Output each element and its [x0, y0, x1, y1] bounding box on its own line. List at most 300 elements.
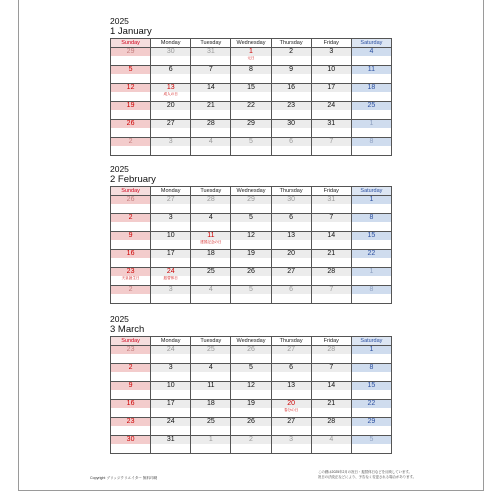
day-cell [271, 286, 311, 304]
day-number: 26 [231, 418, 270, 426]
day-number: 4 [191, 364, 230, 372]
day-number: 12 [231, 382, 270, 390]
day-cell [311, 418, 351, 436]
day-number: 22 [231, 102, 270, 110]
day-cell [191, 120, 231, 138]
week-row [111, 418, 392, 436]
day-number: 24 [312, 102, 351, 110]
weekday-saturday: Saturday [351, 39, 391, 48]
day-number: 20 [272, 400, 311, 408]
day-number: 1 [352, 120, 391, 128]
day-number: 23 [111, 346, 150, 354]
day-number: 13 [151, 84, 190, 92]
week-row [111, 84, 392, 102]
weekday-saturday: Saturday [351, 187, 391, 196]
day-cell [191, 418, 231, 436]
week-row [111, 268, 392, 286]
day-cell [311, 232, 351, 250]
weekday-thursday: Thursday [271, 39, 311, 48]
day-number: 3 [151, 138, 190, 146]
month-title: 2 February [110, 174, 156, 185]
day-cell [191, 48, 231, 66]
day-cell [271, 214, 311, 232]
day-cell [151, 48, 191, 66]
day-number: 15 [352, 382, 391, 390]
weekday-tuesday: Tuesday [191, 337, 231, 346]
day-number: 18 [191, 250, 230, 258]
footer-note-line: この暦は2025年2月の祝日・振替休日などを反映しています。 [318, 470, 412, 474]
day-cell [351, 102, 391, 120]
day-cell [151, 268, 191, 286]
day-cell [151, 436, 191, 454]
day-cell [271, 400, 311, 418]
weekday-sunday: Sunday [111, 187, 151, 196]
day-cell [311, 382, 351, 400]
month-title: 3 March [110, 324, 145, 335]
day-number: 10 [151, 382, 190, 390]
day-cell [351, 214, 391, 232]
day-number: 4 [191, 214, 230, 222]
day-number: 30 [151, 48, 190, 56]
day-cell [351, 48, 391, 66]
week-row [111, 346, 392, 364]
calendar-month-january [110, 17, 392, 156]
day-cell [271, 232, 311, 250]
day-number: 29 [231, 196, 270, 204]
day-number: 22 [352, 400, 391, 408]
day-number: 6 [151, 66, 190, 74]
day-cell [311, 346, 351, 364]
day-number: 27 [272, 346, 311, 354]
day-cell [271, 102, 311, 120]
day-number: 3 [272, 436, 311, 444]
day-number: 14 [312, 232, 351, 240]
day-number: 30 [272, 120, 311, 128]
weekday-header-row [111, 39, 392, 48]
day-cell [111, 250, 151, 268]
day-number: 26 [231, 346, 270, 354]
day-number: 12 [111, 84, 150, 92]
day-cell [311, 436, 351, 454]
day-cell [191, 138, 231, 156]
day-cell [191, 102, 231, 120]
day-cell [151, 102, 191, 120]
weekday-tuesday: Tuesday [191, 187, 231, 196]
day-number: 16 [111, 400, 150, 408]
day-cell [311, 250, 351, 268]
day-number: 10 [312, 66, 351, 74]
day-cell [151, 214, 191, 232]
day-cell [351, 232, 391, 250]
day-cell [191, 286, 231, 304]
day-number: 24 [151, 268, 190, 276]
day-number: 1 [352, 346, 391, 354]
month-grid [110, 186, 392, 304]
day-cell [351, 436, 391, 454]
day-number: 21 [312, 250, 351, 258]
week-row [111, 48, 392, 66]
day-number: 1 [352, 268, 391, 276]
day-cell [231, 102, 271, 120]
day-cell [151, 232, 191, 250]
day-cell [111, 120, 151, 138]
day-cell [311, 400, 351, 418]
week-row [111, 232, 392, 250]
day-number: 27 [151, 196, 190, 204]
day-number: 3 [151, 286, 190, 294]
day-cell [351, 346, 391, 364]
day-cell [351, 364, 391, 382]
day-number: 25 [191, 346, 230, 354]
day-number: 15 [231, 84, 270, 92]
day-number: 24 [151, 418, 190, 426]
day-number: 9 [111, 382, 150, 390]
day-cell [151, 364, 191, 382]
day-cell [351, 382, 391, 400]
day-cell [351, 268, 391, 286]
holiday-name: 天皇誕生日 [121, 276, 140, 280]
week-row [111, 102, 392, 120]
day-cell [351, 120, 391, 138]
day-cell [231, 436, 271, 454]
day-number: 7 [312, 286, 351, 294]
day-cell [111, 286, 151, 304]
day-cell [231, 214, 271, 232]
day-number: 25 [191, 418, 230, 426]
day-cell [231, 364, 271, 382]
weekday-saturday: Saturday [351, 337, 391, 346]
day-cell [151, 286, 191, 304]
day-cell [311, 84, 351, 102]
day-number: 3 [312, 48, 351, 56]
day-number: 2 [272, 48, 311, 56]
week-row [111, 250, 392, 268]
day-number: 16 [111, 250, 150, 258]
day-number: 31 [151, 436, 190, 444]
week-row [111, 382, 392, 400]
day-number: 4 [191, 138, 230, 146]
day-number: 27 [272, 418, 311, 426]
day-cell [271, 418, 311, 436]
day-cell [111, 48, 151, 66]
day-number: 2 [111, 214, 150, 222]
month-year: 2025 [110, 314, 129, 324]
day-cell [191, 268, 231, 286]
day-cell [271, 250, 311, 268]
day-number: 3 [151, 214, 190, 222]
day-cell [151, 346, 191, 364]
day-number: 17 [312, 84, 351, 92]
day-number: 8 [352, 214, 391, 222]
day-number: 18 [191, 400, 230, 408]
day-number: 8 [352, 286, 391, 294]
day-cell [231, 268, 271, 286]
day-number: 1 [231, 48, 270, 56]
day-number: 6 [272, 364, 311, 372]
week-row [111, 400, 392, 418]
day-cell [311, 66, 351, 84]
day-cell [111, 214, 151, 232]
day-number: 28 [312, 346, 351, 354]
day-cell [191, 214, 231, 232]
day-cell [111, 232, 151, 250]
day-number: 17 [151, 400, 190, 408]
weekday-header-row [111, 187, 392, 196]
day-number: 29 [231, 120, 270, 128]
day-number: 23 [272, 102, 311, 110]
day-cell [111, 436, 151, 454]
day-number: 24 [151, 346, 190, 354]
day-number: 3 [151, 364, 190, 372]
day-cell [311, 102, 351, 120]
day-cell [231, 346, 271, 364]
day-number: 6 [272, 138, 311, 146]
day-cell [231, 66, 271, 84]
day-number: 26 [231, 268, 270, 276]
week-row [111, 138, 392, 156]
day-cell [351, 250, 391, 268]
day-number: 25 [352, 102, 391, 110]
weekday-friday: Friday [311, 187, 351, 196]
day-cell [271, 196, 311, 214]
weekday-monday: Monday [151, 187, 191, 196]
day-number: 2 [231, 436, 270, 444]
day-cell [271, 120, 311, 138]
day-number: 29 [111, 48, 150, 56]
day-number: 30 [111, 436, 150, 444]
day-cell [191, 400, 231, 418]
holiday-name: 建国記念の日 [200, 240, 222, 244]
day-number: 1 [191, 436, 230, 444]
day-cell [111, 346, 151, 364]
day-cell [111, 66, 151, 84]
day-number: 5 [111, 66, 150, 74]
day-cell [231, 84, 271, 102]
day-cell [111, 84, 151, 102]
day-cell [151, 250, 191, 268]
weekday-wednesday: Wednesday [231, 39, 271, 48]
month-grid [110, 336, 392, 454]
day-cell [111, 268, 151, 286]
day-number: 5 [231, 214, 270, 222]
day-cell [151, 400, 191, 418]
day-number: 9 [272, 66, 311, 74]
day-cell [111, 418, 151, 436]
day-cell [271, 138, 311, 156]
day-number: 11 [191, 232, 230, 240]
day-number: 31 [312, 120, 351, 128]
day-cell [231, 400, 271, 418]
day-cell [191, 84, 231, 102]
day-cell [111, 138, 151, 156]
day-number: 4 [312, 436, 351, 444]
day-cell [271, 346, 311, 364]
day-number: 19 [111, 102, 150, 110]
day-cell [231, 418, 271, 436]
day-number: 8 [352, 364, 391, 372]
day-cell [151, 418, 191, 436]
day-number: 26 [111, 120, 150, 128]
day-cell [191, 196, 231, 214]
day-cell [271, 268, 311, 286]
day-number: 7 [312, 214, 351, 222]
day-cell [191, 382, 231, 400]
day-number: 16 [272, 84, 311, 92]
month-year: 2025 [110, 16, 129, 26]
day-cell [191, 232, 231, 250]
weekday-sunday: Sunday [111, 39, 151, 48]
day-number: 28 [191, 120, 230, 128]
day-number: 13 [272, 232, 311, 240]
weekday-wednesday: Wednesday [231, 337, 271, 346]
day-number: 11 [191, 382, 230, 390]
day-cell [271, 382, 311, 400]
day-cell [351, 66, 391, 84]
day-cell [111, 102, 151, 120]
day-cell [151, 120, 191, 138]
calendar-month-february [110, 165, 392, 304]
day-number: 15 [352, 232, 391, 240]
weekday-friday: Friday [311, 337, 351, 346]
month-grid [110, 38, 392, 156]
day-number: 20 [272, 250, 311, 258]
day-number: 17 [151, 250, 190, 258]
day-cell [311, 268, 351, 286]
day-number: 21 [191, 102, 230, 110]
day-number: 5 [231, 138, 270, 146]
day-number: 13 [272, 382, 311, 390]
day-number: 2 [111, 138, 150, 146]
day-number: 22 [352, 250, 391, 258]
day-cell [111, 196, 151, 214]
day-cell [231, 196, 271, 214]
weekday-monday: Monday [151, 337, 191, 346]
day-cell [351, 418, 391, 436]
day-cell [231, 48, 271, 66]
calendar-month-march [110, 315, 392, 454]
day-cell [111, 364, 151, 382]
weekday-monday: Monday [151, 39, 191, 48]
day-number: 26 [111, 196, 150, 204]
day-number: 2 [111, 286, 150, 294]
day-cell [351, 400, 391, 418]
day-number: 11 [352, 66, 391, 74]
day-number: 31 [191, 48, 230, 56]
day-cell [151, 66, 191, 84]
day-number: 10 [151, 232, 190, 240]
weekday-tuesday: Tuesday [191, 39, 231, 48]
footer-note-line: 祝日の法改正などにより、予告なく変更される場合があります。 [318, 475, 417, 479]
day-number: 1 [352, 196, 391, 204]
weekday-thursday: Thursday [271, 187, 311, 196]
weekday-wednesday: Wednesday [231, 187, 271, 196]
day-cell [231, 382, 271, 400]
day-cell [191, 364, 231, 382]
week-row [111, 120, 392, 138]
day-number: 25 [191, 268, 230, 276]
day-number: 14 [312, 382, 351, 390]
day-cell [311, 214, 351, 232]
day-number: 21 [312, 400, 351, 408]
day-number: 19 [231, 400, 270, 408]
day-number: 7 [312, 138, 351, 146]
weekday-sunday: Sunday [111, 337, 151, 346]
day-cell [191, 436, 231, 454]
day-cell [351, 138, 391, 156]
holiday-name: 元日 [247, 56, 255, 60]
day-number: 19 [231, 250, 270, 258]
day-cell [111, 400, 151, 418]
copyright-text: Copyright ブリッジクリエイター 無料印刷 [90, 476, 158, 480]
day-number: 9 [111, 232, 150, 240]
day-cell [231, 286, 271, 304]
day-cell [271, 364, 311, 382]
footer-note [318, 470, 468, 480]
day-cell [111, 382, 151, 400]
day-number: 7 [191, 66, 230, 74]
weekday-thursday: Thursday [271, 337, 311, 346]
day-cell [231, 250, 271, 268]
day-cell [231, 232, 271, 250]
day-number: 6 [272, 214, 311, 222]
day-number: 27 [272, 268, 311, 276]
day-number: 6 [272, 286, 311, 294]
day-number: 8 [352, 138, 391, 146]
day-cell [311, 120, 351, 138]
day-number: 12 [231, 232, 270, 240]
day-cell [311, 286, 351, 304]
day-number: 28 [312, 418, 351, 426]
day-cell [271, 84, 311, 102]
day-number: 5 [352, 436, 391, 444]
day-cell [271, 66, 311, 84]
day-cell [151, 84, 191, 102]
day-cell [351, 286, 391, 304]
holiday-name: 成人の日 [163, 92, 178, 96]
weekday-friday: Friday [311, 39, 351, 48]
day-number: 5 [231, 286, 270, 294]
day-number: 5 [231, 364, 270, 372]
day-number: 30 [272, 196, 311, 204]
day-number: 29 [352, 418, 391, 426]
day-cell [231, 120, 271, 138]
day-number: 4 [191, 286, 230, 294]
week-row [111, 214, 392, 232]
day-number: 14 [191, 84, 230, 92]
day-number: 23 [111, 268, 150, 276]
day-number: 18 [352, 84, 391, 92]
day-number: 20 [151, 102, 190, 110]
holiday-name: 春分の日 [283, 408, 299, 412]
week-row [111, 66, 392, 84]
day-cell [231, 138, 271, 156]
week-row [111, 286, 392, 304]
day-cell [351, 84, 391, 102]
day-cell [271, 436, 311, 454]
day-number: 8 [231, 66, 270, 74]
holiday-name: 振替休日 [163, 276, 178, 280]
day-cell [311, 364, 351, 382]
month-title: 1 January [110, 26, 152, 37]
day-cell [151, 382, 191, 400]
day-cell [311, 48, 351, 66]
day-number: 2 [111, 364, 150, 372]
day-cell [351, 196, 391, 214]
month-year: 2025 [110, 164, 129, 174]
day-number: 27 [151, 120, 190, 128]
week-row [111, 436, 392, 454]
day-cell [151, 196, 191, 214]
